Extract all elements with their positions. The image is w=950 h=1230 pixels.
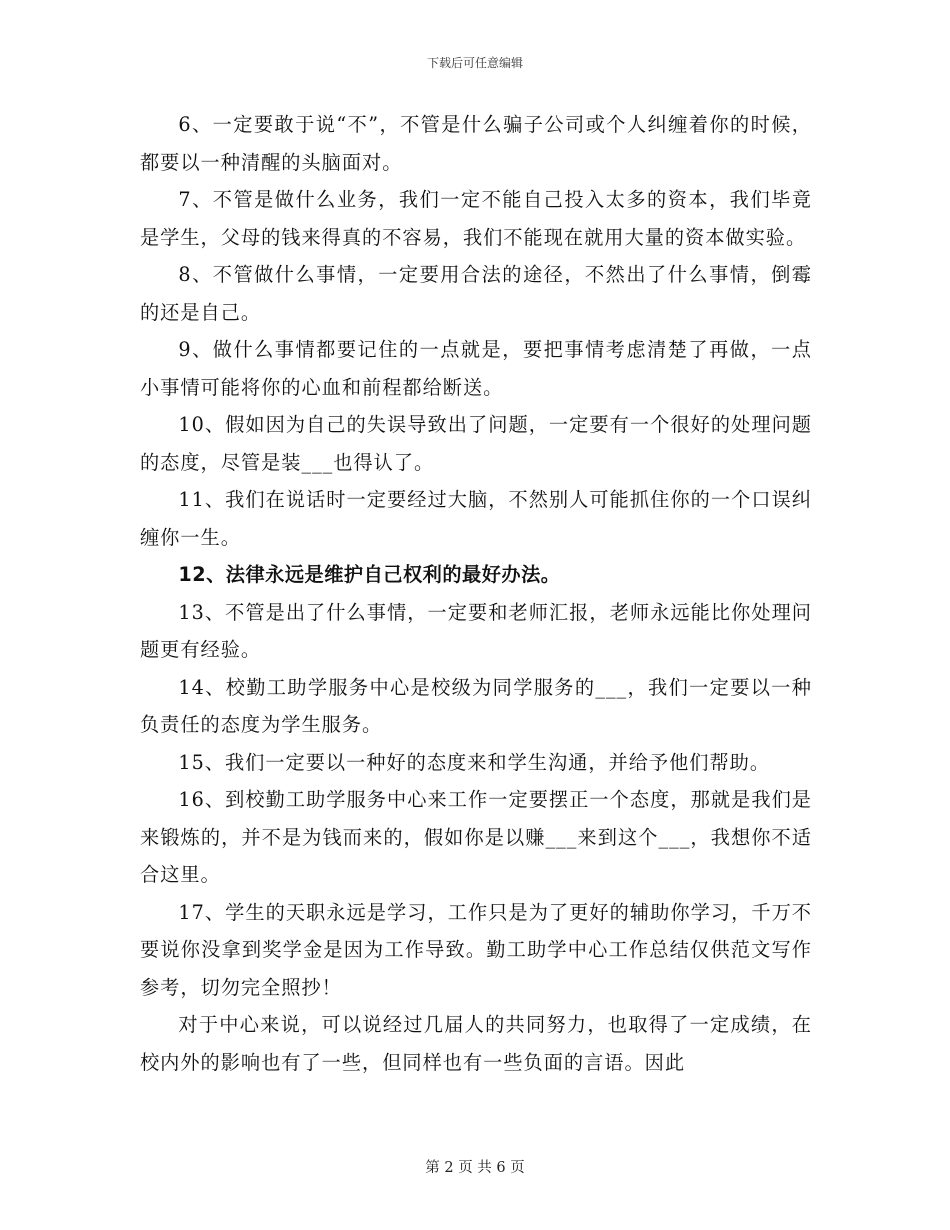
paragraph-item-13: 13、不管是出了什么事情，一定要和老师汇报，老师永远能比你处理问题更有经验。: [140, 600, 812, 661]
paragraph-item-17: 17、学生的天职永远是学习，工作只是为了更好的辅助你学习，千万不要说你没拿到奖学金是因为工作导致。勤工助学中心工作总结仅供范文写作参考，切勿完全照抄！: [140, 900, 812, 999]
page-header: 下载后可任意编辑: [426, 56, 523, 70]
paragraph-item-9: 9、做什么事情都要记住的一点就是，要把事情考虑清楚了再做，一点小事情可能将你的心血和前程都给断送。: [140, 338, 812, 399]
paragraph-item-16: 16、到校勤工助学服务中心来工作一定要摆正一个态度，那就是我们是来锻炼的，并不是为钱而来的，假如你是以赚___来到这个___，我想你不适合这里。: [140, 788, 812, 886]
paragraph-item-7: 7、不管是做什么业务，我们一定不能自己投入太多的资本，我们毕竟是学生，父母的钱来得真的不容易，我们不能现在就用大量的资本做实验。: [140, 188, 812, 249]
paragraph-item-6: 6、一定要敢于说“不”，不管是什么骗子公司或个人纠缠着你的时候，都要以一种清醒的头脑面对。: [140, 113, 812, 174]
page-number-footer: 第 2 页 共 6 页: [425, 1160, 525, 1176]
paragraph-item-10: 10、假如因为自己的失误导致出了问题，一定要有一个很好的处理问题的态度，尽管是装___也得认了。: [140, 413, 812, 474]
paragraph-item-8: 8、不管做什么事情，一定要用合法的途径，不然出了什么事情，倒霉的还是自己。: [140, 263, 812, 324]
paragraph-closing: 对于中心来说，可以说经过几届人的共同努力，也取得了一定成绩，在校内外的影响也有了一些，但同样也有一些负面的言语。因此: [140, 1013, 812, 1074]
document-body: [140, 106, 812, 1081]
paragraph-item-12-heading: 12、法律永远是维护自己权利的最好办法。: [178, 563, 561, 586]
paragraph-item-11: 11、我们在说话时一定要经过大脑，不然别人可能抓住你的一个口误纠缠你一生。: [140, 488, 812, 549]
paragraph-item-14: 14、校勤工助学服务中心是校级为同学服务的___，我们一定要以一种负责任的态度为学生服务。: [140, 675, 812, 736]
paragraph-item-15: 15、我们一定要以一种好的态度来和学生沟通，并给予他们帮助。: [178, 750, 771, 774]
